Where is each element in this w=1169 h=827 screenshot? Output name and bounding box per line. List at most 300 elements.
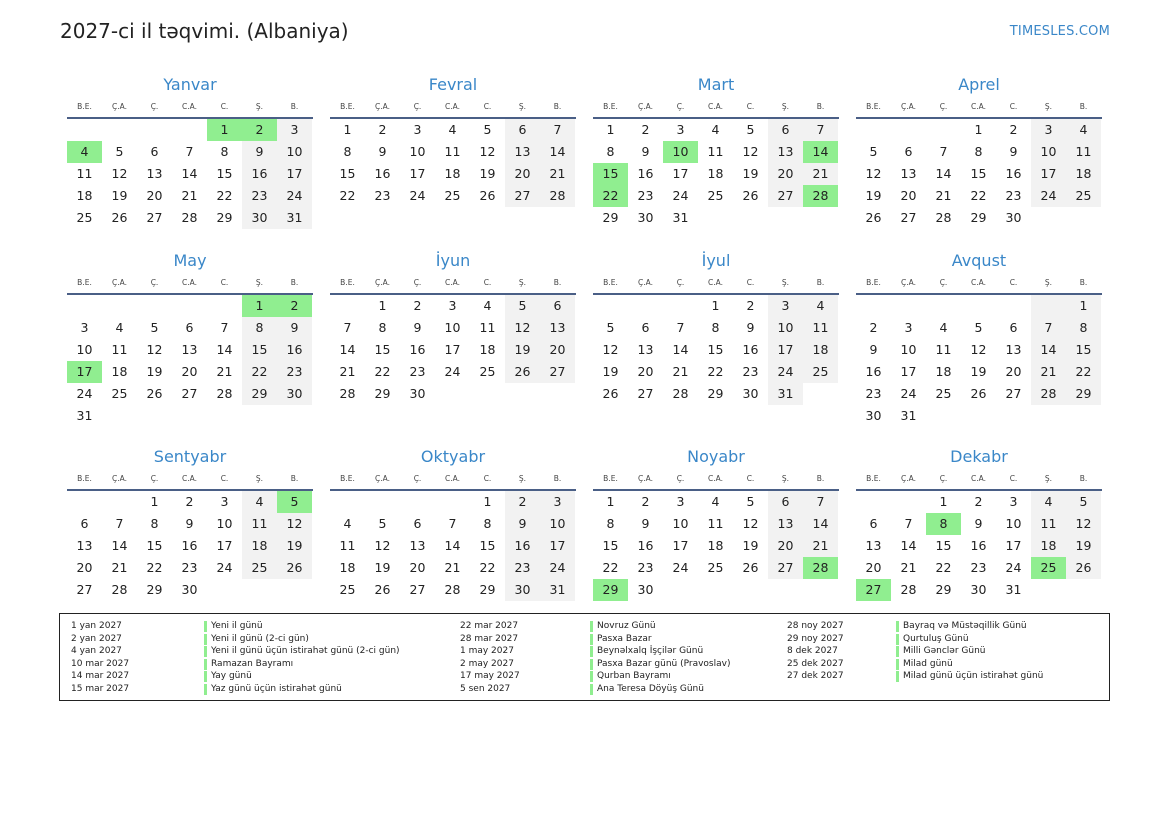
day-cell: 1 bbox=[711, 298, 720, 313]
day-cell: 5 bbox=[378, 516, 387, 531]
weekday-label: Ç. bbox=[676, 102, 685, 111]
empty-day-cell bbox=[102, 119, 137, 141]
day-cell: 20 bbox=[409, 560, 426, 575]
holiday-name: Qurtuluş Günü bbox=[896, 634, 969, 645]
empty-day-cell bbox=[593, 295, 628, 317]
day-grid bbox=[67, 119, 313, 229]
day-cell: 26 bbox=[479, 188, 496, 203]
weekday-label: B. bbox=[1079, 474, 1088, 483]
weekday-label: Ç.A. bbox=[637, 474, 653, 483]
day-cell: 21 bbox=[339, 364, 356, 379]
day-cell: 15 bbox=[935, 538, 952, 553]
holiday-name: Yeni il günü üçün istirahət günü (2-ci gün) bbox=[204, 646, 400, 657]
day-cell: 31 bbox=[900, 408, 917, 423]
weekday-label: C. bbox=[483, 278, 492, 287]
day-cell: 11 bbox=[479, 320, 496, 335]
holiday-date: 25 dek 2027 bbox=[787, 658, 844, 669]
weekday-label: B. bbox=[1079, 102, 1088, 111]
weekday-label: Ç.A. bbox=[111, 278, 127, 287]
day-cell: 9 bbox=[242, 141, 277, 163]
weekday-label: Ç.A. bbox=[374, 102, 390, 111]
month-name: Mart bbox=[697, 75, 735, 94]
empty-day-cell bbox=[663, 295, 698, 317]
month-calendar bbox=[330, 445, 576, 601]
day-cell: 29 bbox=[242, 383, 277, 405]
weekday-label: C. bbox=[1009, 474, 1018, 483]
day-cell: 29 bbox=[970, 210, 987, 225]
holiday-name: Bayraq və Müstəqillik Günü bbox=[896, 621, 1027, 632]
weekday-label: Ç. bbox=[676, 278, 685, 287]
holiday-day-cell: 4 bbox=[67, 141, 102, 163]
holiday-name: Beynəlxalq İşçilər Günü bbox=[590, 646, 703, 657]
day-cell: 5 bbox=[606, 320, 615, 335]
day-cell: 10 bbox=[672, 516, 689, 531]
day-cell: 7 bbox=[115, 516, 124, 531]
weekday-label: Ç. bbox=[676, 474, 685, 483]
day-cell: 11 bbox=[707, 516, 724, 531]
day-cell: 28 bbox=[935, 210, 952, 225]
day-cell: 12 bbox=[1066, 513, 1101, 535]
day-cell: 7 bbox=[448, 516, 457, 531]
weekday-label: C.A. bbox=[970, 102, 986, 111]
day-cell: 27 bbox=[900, 210, 917, 225]
weekday-header bbox=[593, 469, 839, 491]
day-cell: 25 bbox=[76, 210, 93, 225]
day-cell: 20 bbox=[900, 188, 917, 203]
weekday-label: Ç. bbox=[150, 474, 159, 483]
day-cell: 20 bbox=[76, 560, 93, 575]
day-cell: 26 bbox=[111, 210, 128, 225]
day-cell: 2 bbox=[185, 494, 194, 509]
day-cell: 14 bbox=[111, 538, 128, 553]
month-calendar bbox=[856, 73, 1102, 229]
day-cell: 3 bbox=[904, 320, 913, 335]
day-cell: 22 bbox=[935, 560, 952, 575]
month-calendar bbox=[593, 249, 839, 405]
day-cell: 21 bbox=[111, 560, 128, 575]
weekday-label: C.A. bbox=[707, 278, 723, 287]
day-cell: 22 bbox=[339, 188, 356, 203]
weekday-label: Ş. bbox=[255, 278, 264, 287]
day-cell: 23 bbox=[637, 560, 654, 575]
day-cell: 31 bbox=[1005, 582, 1022, 597]
empty-day-cell bbox=[400, 491, 435, 513]
weekday-label: Ç. bbox=[150, 278, 159, 287]
weekday-label: Ç. bbox=[150, 102, 159, 111]
holiday-day-cell: 1 bbox=[242, 295, 277, 317]
day-cell: 2 bbox=[869, 320, 878, 335]
empty-day-cell bbox=[137, 295, 172, 317]
day-cell: 9 bbox=[641, 516, 650, 531]
day-cell: 15 bbox=[339, 166, 356, 181]
day-cell: 2 bbox=[1009, 122, 1018, 137]
day-cell: 24 bbox=[768, 361, 803, 383]
day-cell: 2 bbox=[974, 494, 983, 509]
empty-day-cell bbox=[628, 295, 663, 317]
weekday-label: C. bbox=[746, 474, 755, 483]
day-cell: 25 bbox=[707, 188, 724, 203]
day-cell: 25 bbox=[935, 386, 952, 401]
month-name: Dekabr bbox=[950, 447, 1008, 466]
day-cell: 24 bbox=[277, 185, 312, 207]
weekday-label: C. bbox=[483, 474, 492, 483]
weekday-label: Ç.A. bbox=[374, 474, 390, 483]
holiday-name: Yeni il günü bbox=[204, 621, 263, 632]
weekday-label: Ç.A. bbox=[637, 102, 653, 111]
empty-day-cell bbox=[891, 119, 926, 141]
day-cell: 6 bbox=[869, 516, 878, 531]
day-cell: 4 bbox=[448, 122, 457, 137]
month-name: Noyabr bbox=[687, 447, 745, 466]
day-cell: 31 bbox=[672, 210, 689, 225]
day-cell: 5 bbox=[869, 144, 878, 159]
day-cell: 4 bbox=[1031, 491, 1066, 513]
day-cell: 17 bbox=[768, 339, 803, 361]
day-cell: 25 bbox=[242, 557, 277, 579]
day-cell: 24 bbox=[216, 560, 233, 575]
month-name: İyun bbox=[435, 251, 471, 270]
weekday-label: B. bbox=[1079, 278, 1088, 287]
day-grid bbox=[856, 295, 1102, 427]
holiday-date: 17 may 2027 bbox=[460, 671, 520, 681]
weekday-label: B. bbox=[816, 474, 825, 483]
day-cell: 3 bbox=[676, 494, 685, 509]
day-cell: 9 bbox=[641, 144, 650, 159]
day-cell: 10 bbox=[216, 516, 233, 531]
day-cell: 5 bbox=[505, 295, 540, 317]
day-cell: 20 bbox=[146, 188, 163, 203]
day-cell: 7 bbox=[1031, 317, 1066, 339]
day-cell: 11 bbox=[339, 538, 356, 553]
day-cell: 8 bbox=[606, 144, 615, 159]
day-cell: 9 bbox=[185, 516, 194, 531]
day-cell: 9 bbox=[746, 320, 755, 335]
day-cell: 19 bbox=[146, 364, 163, 379]
day-cell: 23 bbox=[374, 188, 391, 203]
day-cell: 11 bbox=[707, 144, 724, 159]
weekday-label: B.E. bbox=[340, 102, 355, 111]
day-cell: 27 bbox=[505, 185, 540, 207]
holiday-name: Milli Gənclər Günü bbox=[896, 646, 985, 657]
day-cell: 25 bbox=[339, 582, 356, 597]
weekday-label: B.E. bbox=[340, 278, 355, 287]
day-cell: 1 bbox=[606, 122, 615, 137]
weekday-label: B.E. bbox=[603, 474, 618, 483]
weekday-header bbox=[67, 469, 313, 491]
weekday-label: Ş. bbox=[781, 474, 790, 483]
day-cell: 3 bbox=[1031, 119, 1066, 141]
day-cell: 12 bbox=[742, 144, 759, 159]
day-grid bbox=[593, 119, 839, 229]
weekday-header bbox=[330, 97, 576, 119]
holiday-name: Pasxa Bazar bbox=[590, 634, 652, 645]
weekday-label: Ş. bbox=[255, 102, 264, 111]
day-cell: 29 bbox=[479, 582, 496, 597]
day-cell: 10 bbox=[1031, 141, 1066, 163]
day-cell: 18 bbox=[707, 166, 724, 181]
weekday-header bbox=[67, 97, 313, 119]
day-cell: 29 bbox=[374, 386, 391, 401]
day-cell: 5 bbox=[746, 494, 755, 509]
day-cell: 2 bbox=[641, 122, 650, 137]
holiday-day-cell: 1 bbox=[207, 119, 242, 141]
holiday-date: 10 mar 2027 bbox=[71, 658, 130, 669]
day-cell: 13 bbox=[637, 342, 654, 357]
day-cell: 3 bbox=[448, 298, 457, 313]
day-cell: 4 bbox=[711, 122, 720, 137]
day-cell: 6 bbox=[150, 144, 159, 159]
day-cell: 18 bbox=[111, 364, 128, 379]
weekday-label: C. bbox=[220, 278, 229, 287]
day-cell: 29 bbox=[1066, 383, 1101, 405]
day-cell: 25 bbox=[1066, 185, 1101, 207]
weekday-header bbox=[856, 97, 1102, 119]
day-cell: 28 bbox=[111, 582, 128, 597]
day-cell: 7 bbox=[185, 144, 194, 159]
holiday-date: 14 mar 2027 bbox=[71, 671, 130, 681]
empty-day-cell bbox=[67, 295, 102, 317]
day-cell: 11 bbox=[111, 342, 128, 357]
day-cell: 19 bbox=[602, 364, 619, 379]
weekday-label: B.E. bbox=[866, 102, 881, 111]
weekday-header bbox=[856, 273, 1102, 295]
day-cell: 7 bbox=[803, 119, 838, 141]
holiday-name: Yaz günü üçün istirahət günü bbox=[204, 684, 342, 695]
day-cell: 6 bbox=[540, 295, 575, 317]
day-cell: 25 bbox=[803, 361, 838, 383]
empty-day-cell bbox=[435, 491, 470, 513]
day-cell: 22 bbox=[242, 361, 277, 383]
day-cell: 9 bbox=[505, 513, 540, 535]
month-name: May bbox=[173, 251, 207, 270]
day-cell: 3 bbox=[220, 494, 229, 509]
day-cell: 9 bbox=[277, 317, 312, 339]
holiday-date: 5 sen 2027 bbox=[460, 683, 511, 694]
weekday-label: B. bbox=[553, 278, 562, 287]
day-cell: 3 bbox=[277, 119, 312, 141]
weekday-label: Ş. bbox=[518, 278, 527, 287]
day-cell: 26 bbox=[602, 386, 619, 401]
day-cell: 27 bbox=[768, 557, 803, 579]
day-cell: 13 bbox=[900, 166, 917, 181]
day-cell: 24 bbox=[540, 557, 575, 579]
day-cell: 18 bbox=[479, 342, 496, 357]
day-cell: 28 bbox=[444, 582, 461, 597]
day-cell: 29 bbox=[935, 582, 952, 597]
day-cell: 30 bbox=[637, 582, 654, 597]
day-cell: 2 bbox=[378, 122, 387, 137]
day-cell: 11 bbox=[935, 342, 952, 357]
day-cell: 14 bbox=[900, 538, 917, 553]
holiday-date: 8 dek 2027 bbox=[787, 646, 838, 656]
day-cell: 2 bbox=[413, 298, 422, 313]
month-name: Sentyabr bbox=[153, 447, 227, 466]
weekday-label: Ç.A. bbox=[111, 474, 127, 483]
day-cell: 6 bbox=[185, 320, 194, 335]
weekday-label: Ş. bbox=[1044, 474, 1053, 483]
day-grid bbox=[330, 295, 576, 405]
day-cell: 26 bbox=[1066, 557, 1101, 579]
day-cell: 27 bbox=[181, 386, 198, 401]
day-cell: 16 bbox=[637, 166, 654, 181]
day-cell: 19 bbox=[111, 188, 128, 203]
day-cell: 1 bbox=[1066, 295, 1101, 317]
day-cell: 9 bbox=[974, 516, 983, 531]
day-cell: 4 bbox=[803, 295, 838, 317]
day-cell: 12 bbox=[505, 317, 540, 339]
weekday-label: C.A. bbox=[707, 474, 723, 483]
day-cell: 17 bbox=[672, 538, 689, 553]
weekday-header bbox=[856, 469, 1102, 491]
day-cell: 10 bbox=[900, 342, 917, 357]
day-cell: 12 bbox=[111, 166, 128, 181]
day-cell: 24 bbox=[672, 188, 689, 203]
day-cell: 30 bbox=[181, 582, 198, 597]
holiday-date: 29 noy 2027 bbox=[787, 633, 844, 644]
day-cell: 30 bbox=[742, 386, 759, 401]
day-cell: 10 bbox=[444, 320, 461, 335]
day-cell: 31 bbox=[540, 579, 575, 601]
weekday-label: C.A. bbox=[181, 474, 197, 483]
weekday-header bbox=[593, 273, 839, 295]
month-calendar bbox=[67, 445, 313, 601]
day-grid bbox=[593, 295, 839, 405]
weekday-label: C.A. bbox=[181, 102, 197, 111]
day-cell: 11 bbox=[803, 317, 838, 339]
day-cell: 8 bbox=[343, 144, 352, 159]
weekday-label: B. bbox=[816, 278, 825, 287]
holiday-date: 2 may 2027 bbox=[460, 658, 514, 669]
holiday-date: 4 yan 2027 bbox=[71, 646, 122, 656]
day-cell: 6 bbox=[80, 516, 89, 531]
day-cell: 27 bbox=[768, 185, 803, 207]
day-cell: 1 bbox=[939, 494, 948, 509]
holiday-date: 1 yan 2027 bbox=[71, 621, 122, 631]
day-cell: 10 bbox=[1005, 516, 1022, 531]
holiday-name: Yay günü bbox=[204, 671, 252, 682]
holiday-name: Milad günü üçün istirahət günü bbox=[896, 671, 1043, 682]
day-cell: 19 bbox=[865, 188, 882, 203]
day-cell: 6 bbox=[641, 320, 650, 335]
day-cell: 21 bbox=[181, 188, 198, 203]
empty-day-cell bbox=[891, 295, 926, 317]
day-cell: 17 bbox=[1005, 538, 1022, 553]
day-cell: 22 bbox=[479, 560, 496, 575]
day-cell: 23 bbox=[242, 185, 277, 207]
day-cell: 14 bbox=[216, 342, 233, 357]
day-cell: 19 bbox=[1066, 535, 1101, 557]
day-cell: 28 bbox=[672, 386, 689, 401]
day-cell: 18 bbox=[707, 538, 724, 553]
day-cell: 7 bbox=[803, 491, 838, 513]
weekday-label: C. bbox=[746, 102, 755, 111]
day-cell: 26 bbox=[970, 386, 987, 401]
day-cell: 24 bbox=[444, 364, 461, 379]
empty-day-cell bbox=[67, 491, 102, 513]
day-cell: 27 bbox=[540, 361, 575, 383]
month-calendar bbox=[330, 73, 576, 207]
day-cell: 1 bbox=[343, 122, 352, 137]
day-cell: 8 bbox=[1066, 317, 1101, 339]
weekday-label: Ş. bbox=[255, 474, 264, 483]
day-cell: 3 bbox=[80, 320, 89, 335]
weekday-header bbox=[330, 273, 576, 295]
weekday-label: C. bbox=[220, 102, 229, 111]
day-cell: 17 bbox=[1031, 163, 1066, 185]
weekday-label: Ç. bbox=[939, 474, 948, 483]
day-cell: 12 bbox=[865, 166, 882, 181]
day-cell: 16 bbox=[865, 364, 882, 379]
weekday-label: B. bbox=[553, 474, 562, 483]
day-cell: 20 bbox=[1005, 364, 1022, 379]
weekday-label: B.E. bbox=[603, 278, 618, 287]
weekday-label: B.E. bbox=[603, 102, 618, 111]
weekday-header bbox=[330, 469, 576, 491]
day-cell: 23 bbox=[970, 560, 987, 575]
day-cell: 1 bbox=[606, 494, 615, 509]
weekday-label: C.A. bbox=[970, 474, 986, 483]
day-cell: 10 bbox=[768, 317, 803, 339]
day-cell: 7 bbox=[540, 119, 575, 141]
month-calendar bbox=[856, 249, 1102, 427]
holiday-day-cell: 28 bbox=[803, 557, 838, 579]
day-cell: 7 bbox=[220, 320, 229, 335]
day-cell: 29 bbox=[146, 582, 163, 597]
day-cell: 27 bbox=[146, 210, 163, 225]
weekday-label: Ç.A. bbox=[900, 474, 916, 483]
day-grid bbox=[67, 295, 313, 427]
day-cell: 24 bbox=[76, 386, 93, 401]
day-cell: 13 bbox=[540, 317, 575, 339]
day-cell: 28 bbox=[1031, 383, 1066, 405]
day-cell: 4 bbox=[939, 320, 948, 335]
day-cell: 18 bbox=[803, 339, 838, 361]
day-cell: 13 bbox=[865, 538, 882, 553]
weekday-label: B.E. bbox=[866, 474, 881, 483]
day-cell: 8 bbox=[150, 516, 159, 531]
day-cell: 17 bbox=[216, 538, 233, 553]
empty-day-cell bbox=[926, 119, 961, 141]
day-cell: 11 bbox=[1031, 513, 1066, 535]
holiday-day-cell: 14 bbox=[803, 141, 838, 163]
day-cell: 30 bbox=[865, 408, 882, 423]
day-cell: 6 bbox=[1009, 320, 1018, 335]
day-cell: 23 bbox=[865, 386, 882, 401]
day-cell: 5 bbox=[1066, 491, 1101, 513]
day-cell: 13 bbox=[505, 141, 540, 163]
empty-day-cell bbox=[996, 295, 1031, 317]
weekday-label: Ş. bbox=[1044, 278, 1053, 287]
weekday-label: B.E. bbox=[866, 278, 881, 287]
holiday-day-cell: 5 bbox=[277, 491, 312, 513]
site-link[interactable]: TIMESLES.COM bbox=[1009, 24, 1110, 39]
holiday-day-cell: 2 bbox=[242, 119, 277, 141]
empty-day-cell bbox=[137, 119, 172, 141]
empty-day-cell bbox=[961, 295, 996, 317]
day-cell: 16 bbox=[742, 342, 759, 357]
day-cell: 11 bbox=[1066, 141, 1101, 163]
day-cell: 13 bbox=[768, 141, 803, 163]
day-cell: 6 bbox=[768, 491, 803, 513]
weekday-label: C. bbox=[1009, 102, 1018, 111]
day-cell: 13 bbox=[409, 538, 426, 553]
day-cell: 15 bbox=[146, 538, 163, 553]
day-cell: 10 bbox=[409, 144, 426, 159]
weekday-label: C.A. bbox=[444, 474, 460, 483]
day-cell: 3 bbox=[1009, 494, 1018, 509]
day-cell: 13 bbox=[1005, 342, 1022, 357]
day-cell: 6 bbox=[413, 516, 422, 531]
